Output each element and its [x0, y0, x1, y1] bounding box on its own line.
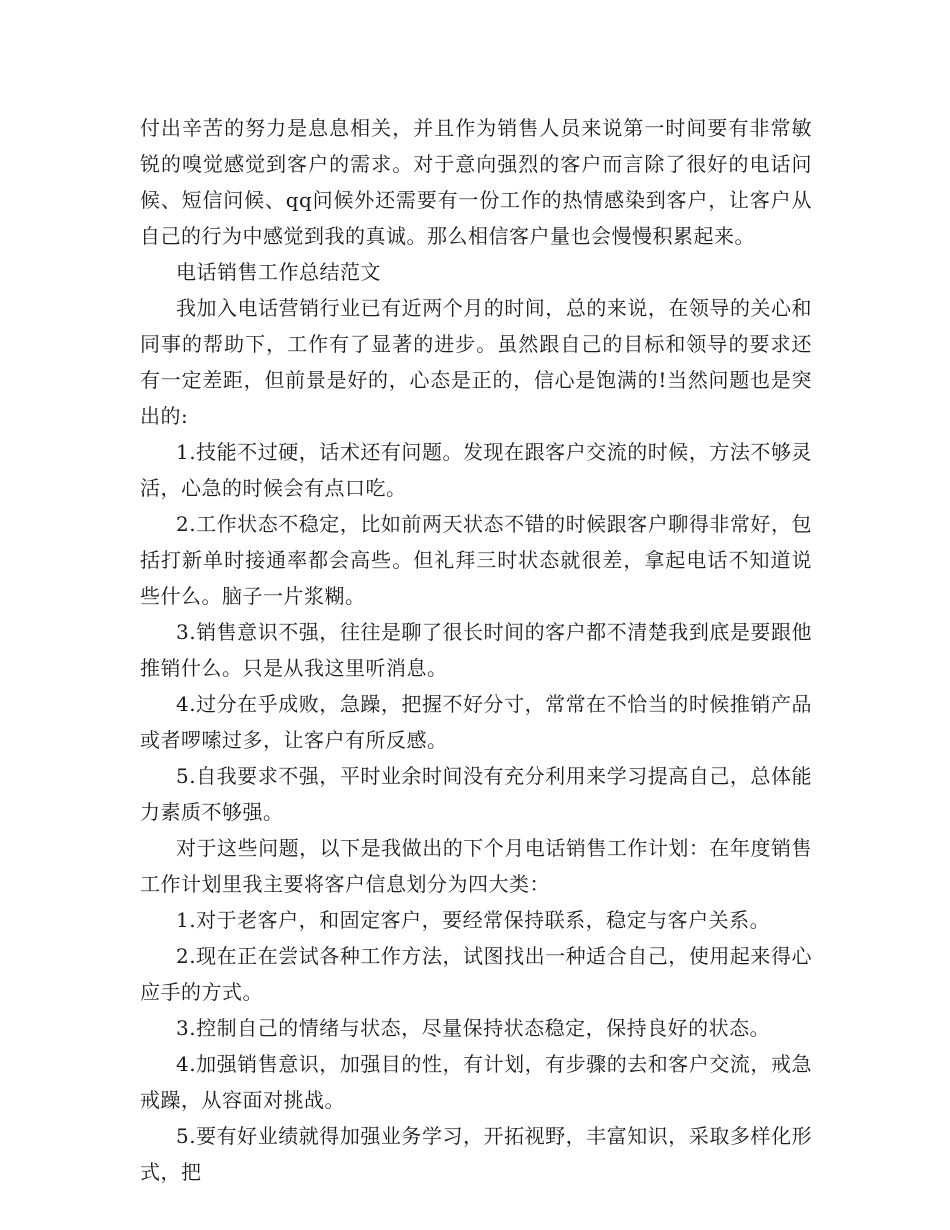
problem-item-1: 1.技能不过硬，话术还有问题。发现在跟客户交流的时候，方法不够灵活，心急的时候会有点口吃。	[140, 440, 812, 500]
plan-intro: 对于这些问题，以下是我做出的下个月电话销售工作计划：在年度销售工作计划里我主要将客户信息划分为四大类：	[140, 836, 812, 896]
paragraph-1: 付出辛苦的努力是息息相关，并且作为销售人员来说第一时间要有非常敏锐的嗅觉感觉到客户的需求。对于意向强烈的客户而言除了很好的电话问候、短信问候、qq问候外还需要有一份工作的热情感染到客户，让客户从自己的行为中感觉到我的真诚。那么相信客户量也会慢慢积累起来。	[140, 116, 812, 248]
plan-item-5: 5.要有好业绩就得加强业务学习，开拓视野，丰富知识，采取多样化形式，把	[140, 1124, 812, 1184]
problem-item-4: 4.过分在乎成败，急躁，把握不好分寸，常常在不恰当的时候推销产品或者啰嗦过多，让客户有所反感。	[140, 692, 812, 752]
problem-item-5: 5.自我要求不强，平时业余时间没有充分利用来学习提高自己，总体能力素质不够强。	[140, 764, 812, 824]
section-heading: 电话销售工作总结范文	[176, 260, 381, 284]
plan-item-3: 3.控制自己的情绪与状态，尽量保持状态稳定，保持良好的状态。	[176, 1016, 771, 1040]
paragraph-intro: 我加入电话营销行业已有近两个月的时间，总的来说，在领导的关心和同事的帮助下，工作有了显著的进步。虽然跟自己的目标和领导的要求还有一定差距，但前景是好的，心态是正的，信心是饱满的!当然问题也是突出的:	[140, 296, 812, 428]
plan-item-4: 4.加强销售意识，加强目的性，有计划，有步骤的去和客户交流，戒急戒躁，从容面对挑战。	[140, 1052, 812, 1112]
problem-item-2: 2.工作状态不稳定，比如前两天状态不错的时候跟客户聊得非常好，包括打新单时接通率都会高些。但礼拜三时状态就很差，拿起电话不知道说些什么。脑子一片浆糊。	[140, 512, 812, 608]
problem-item-3: 3.销售意识不强，往往是聊了很长时间的客户都不清楚我到底是要跟他推销什么。只是从我这里听消息。	[140, 620, 812, 680]
document-body	[140, 110, 812, 1190]
plan-item-1: 1.对于老客户，和固定客户，要经常保持联系，稳定与客户关系。	[176, 908, 771, 932]
plan-item-2: 2.现在正在尝试各种工作方法，试图找出一种适合自己，使用起来得心应手的方式。	[140, 944, 812, 1004]
